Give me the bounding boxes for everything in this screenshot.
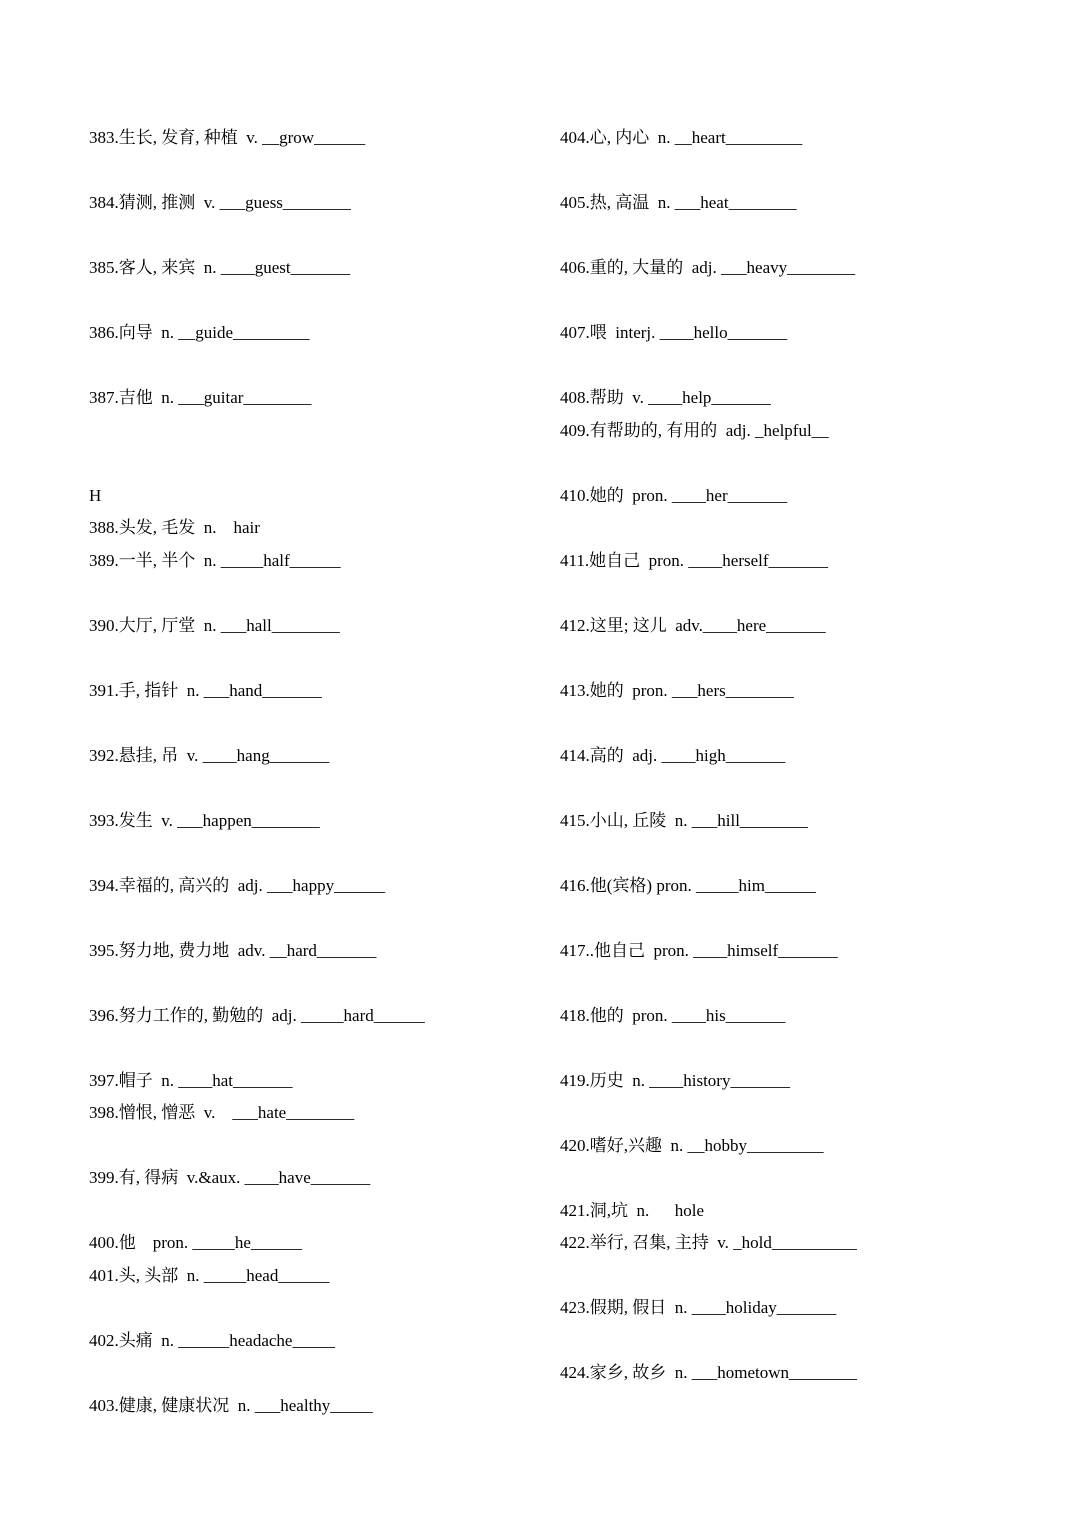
- entry-392: 392.悬挂, 吊 v. ____hang_______: [89, 746, 330, 765]
- entry-417: 417..他自己 pron. ____himself_______: [560, 941, 838, 960]
- entry-396: 396.努力工作的, 勤勉的 adj. _____hard______: [89, 1006, 425, 1025]
- entry-384: 384.猜测, 推测 v. ___guess________: [89, 193, 351, 212]
- entry-395: 395.努力地, 费力地 adv. __hard_______: [89, 941, 377, 960]
- entry-419: 419.历史 n. ____history_______: [560, 1071, 790, 1090]
- entry-411: 411.她自己 pron. ____herself_______: [560, 551, 829, 570]
- entry-424: 424.家乡, 故乡 n. ___hometown________: [560, 1363, 858, 1382]
- entry-420: 420.嗜好,兴趣 n. __hobby_________: [560, 1136, 824, 1155]
- entry-413: 413.她的 pron. ___hers________: [560, 681, 794, 700]
- entry-409: 409.有帮助的, 有用的 adj. _helpful__: [560, 421, 829, 440]
- entry-393: 393.发生 v. ___happen________: [89, 811, 320, 830]
- entry-397: 397.帽子 n. ____hat_______: [89, 1071, 293, 1090]
- entry-400: 400.他 pron. _____he______: [89, 1233, 302, 1252]
- entry-405: 405.热, 高温 n. ___heat________: [560, 193, 797, 212]
- entry-415: 415.小山, 丘陵 n. ___hill________: [560, 811, 808, 830]
- entry-404: 404.心, 内心 n. __heart_________: [560, 128, 803, 147]
- section-heading-h: H: [89, 486, 102, 505]
- entry-383: 383.生长, 发育, 种植 v. __grow______: [89, 128, 366, 147]
- entry-401: 401.头, 头部 n. _____head______: [89, 1266, 330, 1285]
- entry-387: 387.吉他 n. ___guitar________: [89, 388, 312, 407]
- entry-388: 388.头发, 毛发 n. hair: [89, 518, 260, 537]
- entry-407: 407.喂 interj. ____hello_______: [560, 323, 788, 342]
- entry-418: 418.他的 pron. ____his_______: [560, 1006, 786, 1025]
- entry-406: 406.重的, 大量的 adj. ___heavy________: [560, 258, 856, 277]
- entry-398: 398.憎恨, 憎恶 v. ___hate________: [89, 1103, 355, 1122]
- entry-389: 389.一半, 半个 n. _____half______: [89, 551, 341, 570]
- entry-410: 410.她的 pron. ____her_______: [560, 486, 788, 505]
- entry-394: 394.幸福的, 高兴的 adj. ___happy______: [89, 876, 386, 895]
- entry-402: 402.头痛 n. ______headache_____: [89, 1331, 335, 1350]
- entry-391: 391.手, 指针 n. ___hand_______: [89, 681, 322, 700]
- entry-422: 422.举行, 召集, 主持 v. _hold__________: [560, 1233, 857, 1252]
- entry-416: 416.他(宾格) pron. _____him______: [560, 876, 816, 895]
- entry-408: 408.帮助 v. ____help_______: [560, 388, 771, 407]
- entry-414: 414.高的 adj. ____high_______: [560, 746, 786, 765]
- entry-390: 390.大厅, 厅堂 n. ___hall________: [89, 616, 340, 635]
- entry-403: 403.健康, 健康状况 n. ___healthy_____: [89, 1396, 373, 1415]
- entry-412: 412.这里; 这儿 adv.____here_______: [560, 616, 826, 635]
- entry-421: 421.洞,坑 n. hole: [560, 1201, 705, 1220]
- entry-386: 386.向导 n. __guide_________: [89, 323, 310, 342]
- entry-399: 399.有, 得病 v.&aux. ____have_______: [89, 1168, 371, 1187]
- entry-423: 423.假期, 假日 n. ____holiday_______: [560, 1298, 837, 1317]
- entry-385: 385.客人, 来宾 n. ____guest_______: [89, 258, 351, 277]
